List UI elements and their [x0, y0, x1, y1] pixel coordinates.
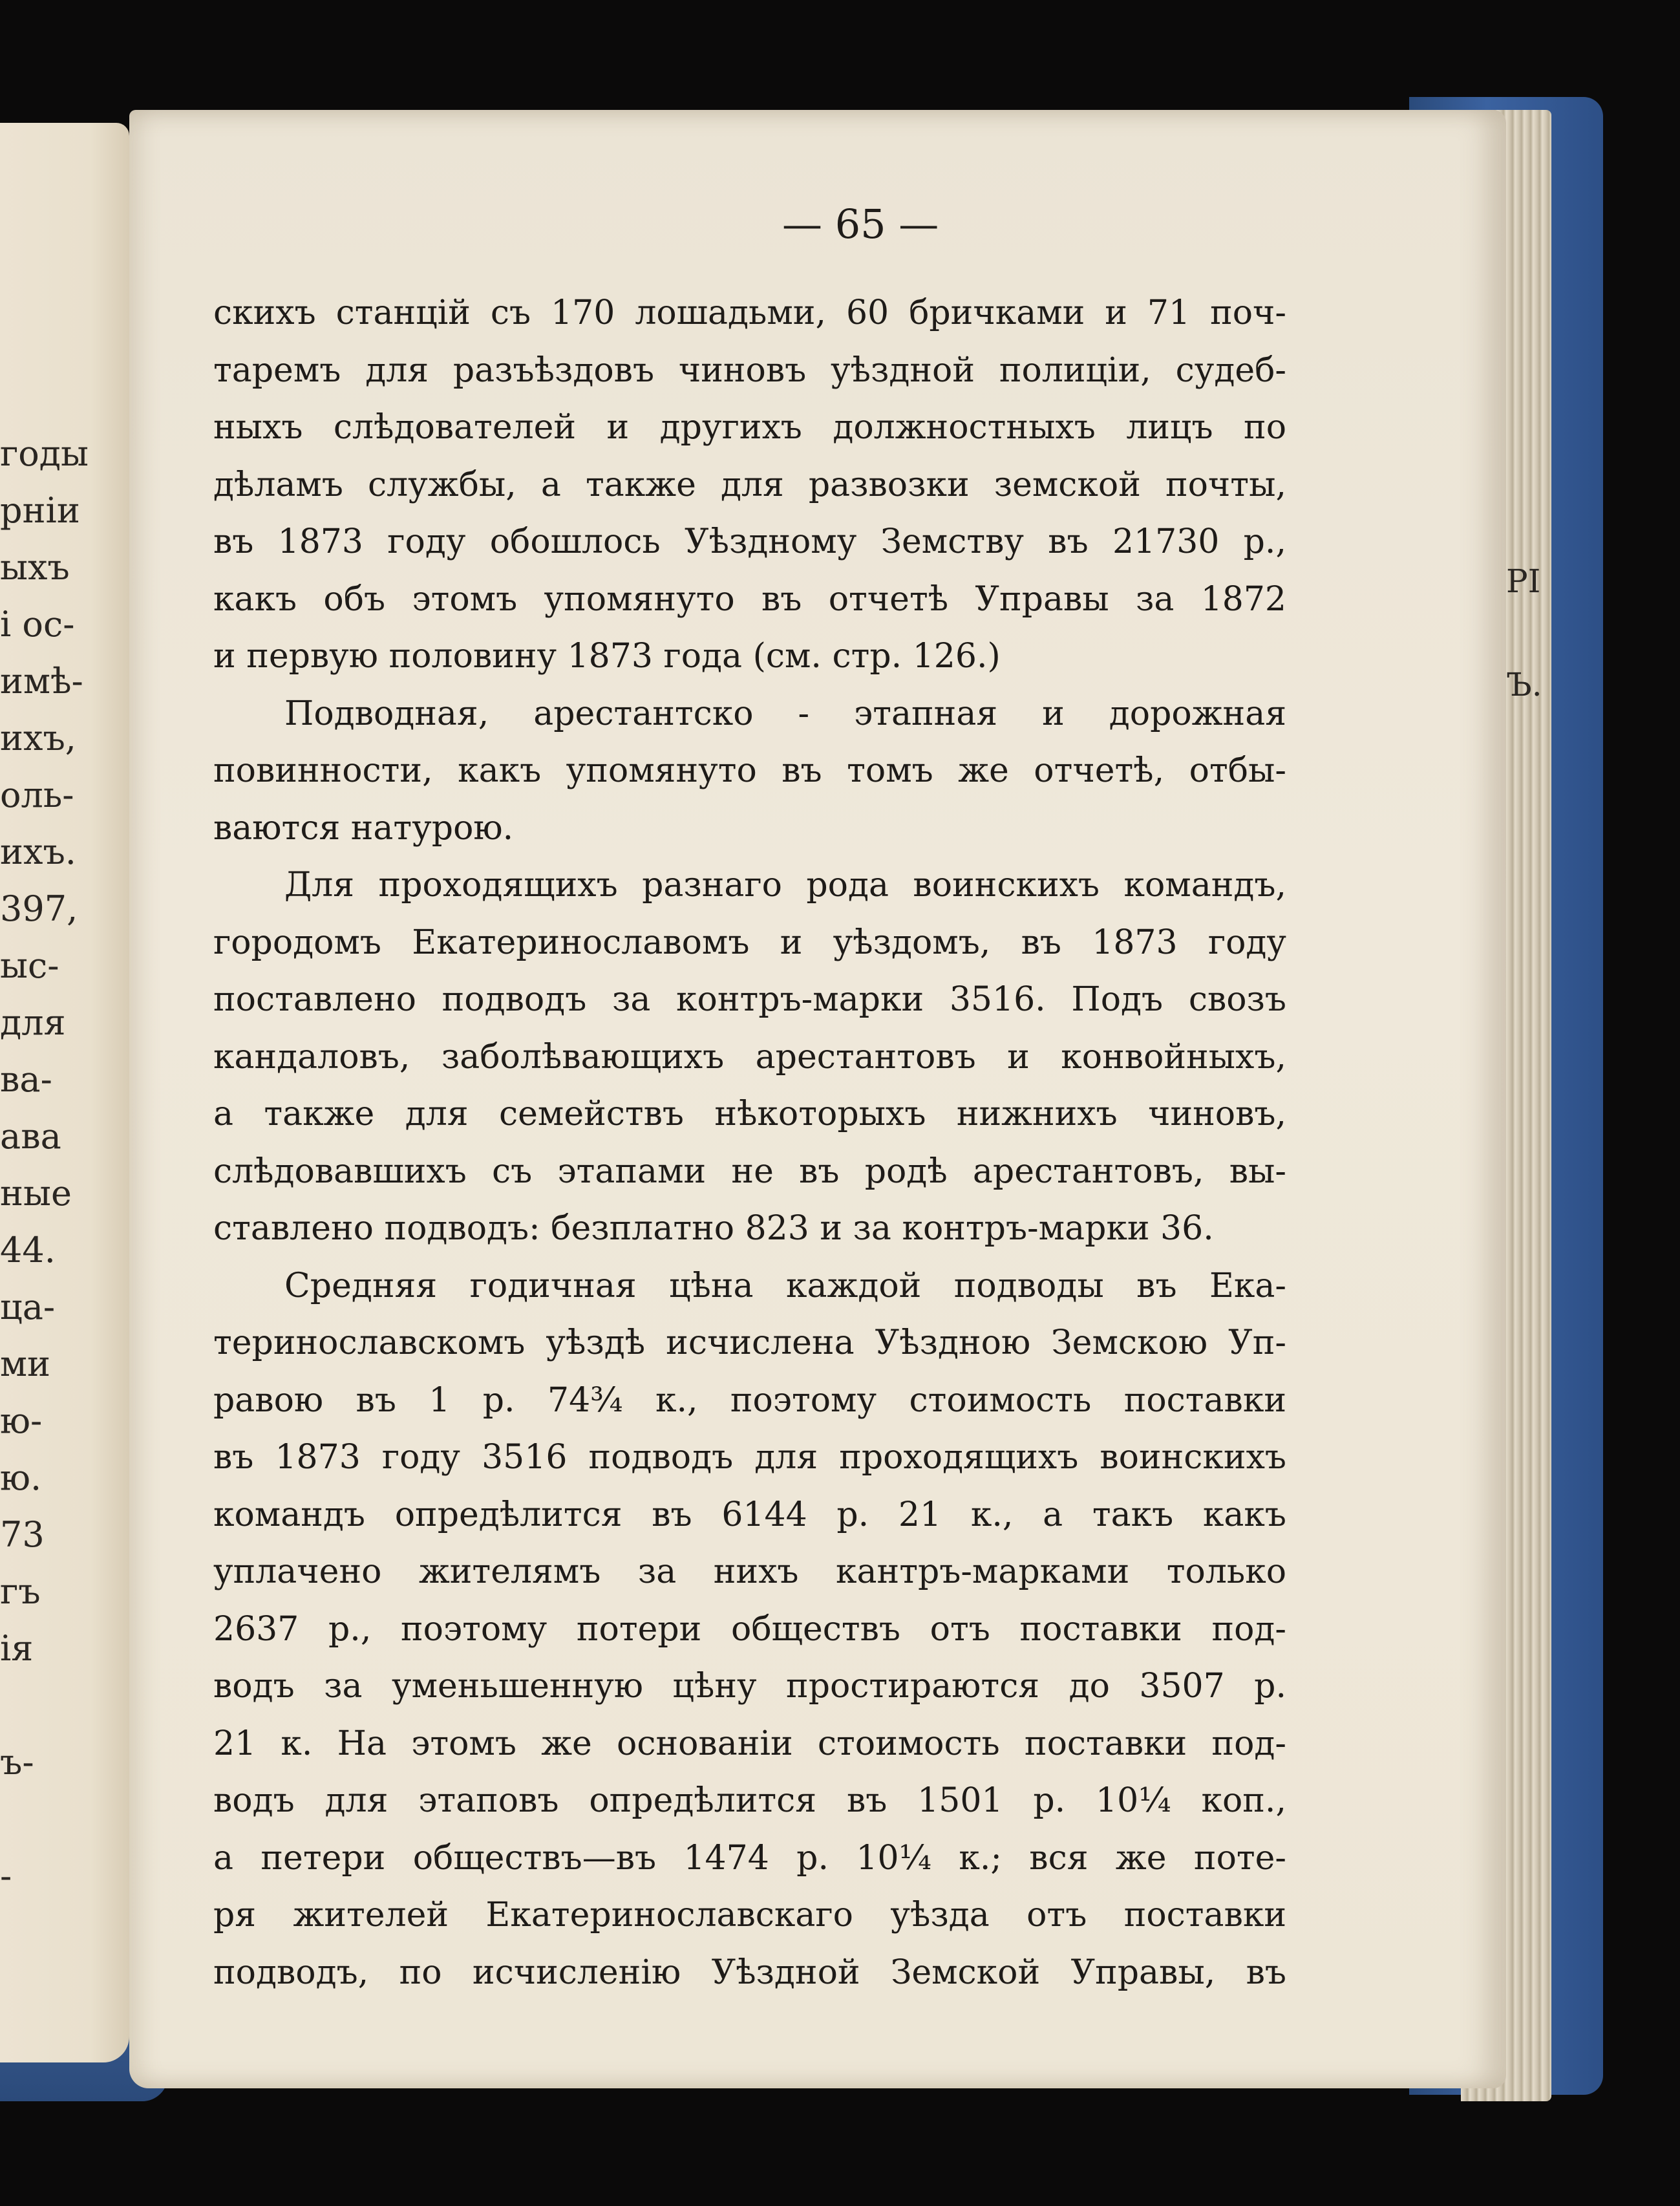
left-page-line: ія	[0, 1628, 34, 1669]
left-page-line: ю.	[0, 1457, 42, 1498]
body-text	[213, 284, 1286, 2001]
text-line: уплачено жителямъ за нихъ кантръ-марками только	[213, 1552, 1286, 1591]
text-line: Для проходящихъ разнаго рода воинскихъ командъ,	[284, 866, 1286, 905]
main-page	[129, 110, 1506, 2088]
text-line: въ 1873 году обошлось Уѣздному Земству въ 21730 р.,	[213, 522, 1286, 561]
text-line: поставлено подводъ за контръ-марки 3516. Подъ свозъ	[213, 980, 1286, 1019]
left-page-line: і ос-	[0, 604, 75, 645]
left-page-line: имѣ-	[0, 661, 83, 701]
left-page-line: ные	[0, 1173, 72, 1214]
left-page-line: 44.	[0, 1230, 56, 1270]
left-page-line: 397,	[0, 888, 78, 929]
page-number: — 65 —	[782, 200, 939, 248]
left-page-line: рніи	[0, 490, 80, 531]
text-line: въ 1873 году 3516 подводъ для проходящихъ воинскихъ	[213, 1438, 1286, 1477]
text-line: Подводная, арестантско - этапная и дорожная	[284, 694, 1286, 733]
text-line: 21 к. На этомъ же основаніи стоимость поставки под-	[213, 1724, 1286, 1763]
left-page-line: ыхъ	[0, 547, 70, 588]
left-page-line: гъ	[0, 1571, 41, 1612]
left-page-line: ъ-	[0, 1742, 34, 1783]
text-line: какъ объ этомъ упомянуто въ отчетѣ Управы за 1872	[213, 579, 1286, 619]
left-page-line: 73	[0, 1514, 45, 1555]
edge-text: РІ	[1506, 562, 1541, 600]
text-line: Средняя годичная цѣна каждой подводы въ Ека-	[284, 1266, 1286, 1305]
left-page-line: ю-	[0, 1400, 43, 1441]
text-line: водъ для этаповъ опредѣлится въ 1501 р. 10¼ коп.,	[213, 1781, 1286, 1820]
text-line: а петери обществъ—въ 1474 р. 10¼ к.; вся же поте-	[213, 1838, 1286, 1878]
left-page-line: -	[0, 1856, 12, 1896]
text-line: ваются натурою.	[213, 808, 514, 848]
left-page-line: годы	[0, 433, 89, 474]
left-page-line: ава	[0, 1116, 61, 1157]
text-line: равою въ 1 р. 74¾ к., поэтому стоимость поставки	[213, 1380, 1286, 1420]
text-line: подводъ, по исчисленію Уѣздной Земской Управы, въ	[213, 1953, 1286, 1992]
left-page-line: оль-	[0, 775, 74, 815]
text-line: а также для семействъ нѣкоторыхъ нижнихъ чиновъ,	[213, 1095, 1286, 1133]
left-page-line: ца-	[0, 1287, 56, 1327]
left-page-fragment	[0, 123, 129, 2062]
text-line: ря жителей Екатеринославскаго уѣзда отъ поставки	[213, 1896, 1286, 1934]
text-line: водъ за уменьшенную цѣну простираются до 3507 р.	[213, 1667, 1286, 1706]
text-line: дѣламъ службы, а также для развозки земской почты,	[213, 465, 1286, 504]
text-line: командъ опредѣлится въ 6144 р. 21 к., а такъ какъ	[213, 1495, 1286, 1534]
left-page-line: ихъ,	[0, 718, 76, 758]
left-page-line: для	[0, 1002, 66, 1043]
text-line: таремъ для разъѣздовъ чиновъ уѣздной полиціи, судеб-	[213, 350, 1286, 390]
text-line: теринославскомъ уѣздѣ исчислена Уѣздною Земскою Уп-	[213, 1323, 1286, 1362]
text-line: ставлено подводъ: безплатно 823 и за контръ-марки 36.	[213, 1209, 1214, 1248]
text-line: скихъ станцій съ 170 лошадьми, 60 бричками и 71 поч-	[213, 294, 1286, 332]
text-line: городомъ Екатеринославомъ и уѣздомъ, въ 1873 году	[213, 923, 1286, 962]
text-line: ныхъ слѣдователей и другихъ должностныхъ лицъ по	[213, 408, 1286, 447]
text-line: повинности, какъ упомянуто въ томъ же отчетѣ, отбы-	[213, 751, 1286, 790]
left-page-line: ми	[0, 1344, 50, 1384]
text-line: кандаловъ, заболѣвающихъ арестантовъ и конвойныхъ,	[213, 1037, 1286, 1076]
text-line: и первую половину 1873 года (см. стр. 126.)	[213, 637, 1001, 676]
left-page-line: ихъ.	[0, 831, 76, 872]
text-line: слѣдовавшихъ съ этапами не въ родѣ арестантовъ, вы-	[213, 1151, 1286, 1191]
edge-text: Ъ.	[1506, 666, 1542, 703]
left-page-line: ыс-	[0, 945, 59, 986]
text-line: 2637 р., поэтому потери обществъ отъ поставки под-	[213, 1609, 1286, 1649]
left-page-line: ва-	[0, 1059, 52, 1100]
